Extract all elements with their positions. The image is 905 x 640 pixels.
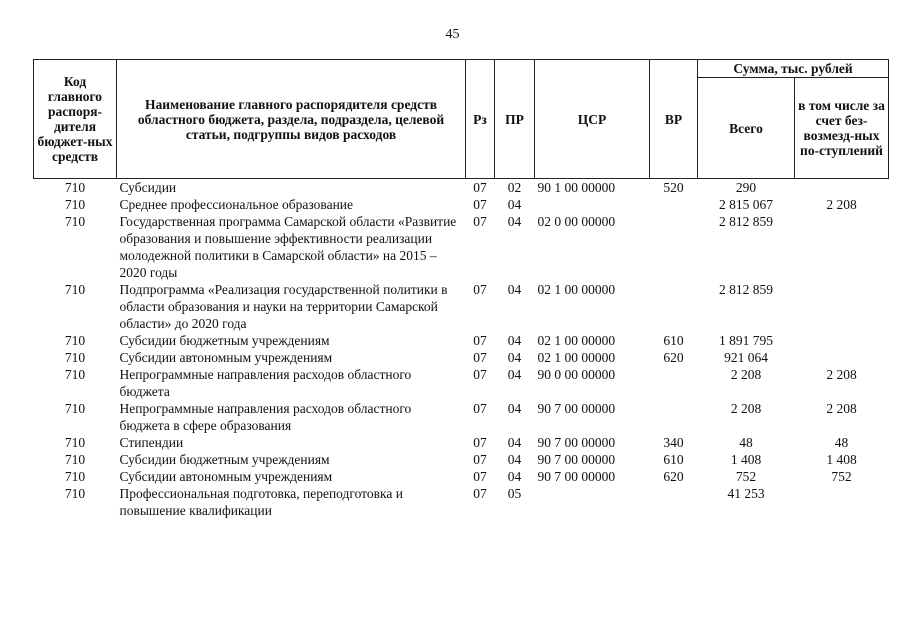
cell-total: 921 064	[724, 350, 768, 365]
cell-code: 710	[64, 401, 86, 416]
cell-rz: 07	[473, 452, 487, 467]
cell-vr	[650, 281, 698, 332]
cell-csr: 02 1 00 00000	[537, 350, 616, 365]
cell-name: Субсидии автономным учреждениям	[119, 350, 333, 365]
cell-pr: 04	[507, 401, 522, 416]
cell-rz: 07	[473, 214, 487, 229]
header-csr: ЦСР	[535, 60, 650, 179]
cell-pr: 04	[507, 350, 522, 365]
cell-name: Подпрограмма «Реализация государственной политики в области образования и науки на территории Самарской области» до 2020 года	[119, 282, 448, 331]
cell-pr: 04	[507, 452, 522, 467]
cell-rz: 07	[473, 401, 487, 416]
cell-csr: 02 1 00 00000	[537, 333, 616, 348]
cell-vr	[650, 196, 698, 213]
table-row	[34, 179, 889, 197]
cell-rz: 07	[473, 367, 487, 382]
cell-name: Субсидии бюджетным учреждениям	[119, 333, 330, 348]
header-name: Наименование главного распорядителя средств областного бюджета, раздела, подраздела, целевой статьи, подгруппы видов расходов	[117, 60, 466, 179]
cell-name: Стипендии	[119, 435, 184, 450]
cell-rz: 07	[473, 333, 487, 348]
cell-code: 710	[64, 452, 86, 467]
table-row	[34, 332, 889, 349]
table-row	[34, 366, 889, 400]
cell-csr: 90 0 00 00000	[537, 367, 616, 382]
cell-csr: 02 0 00 00000	[537, 214, 616, 229]
page-number: 45	[445, 27, 460, 42]
cell-total: 1 408	[730, 452, 762, 467]
cell-name: Субсидии бюджетным учреждениям	[119, 452, 330, 467]
table-row	[34, 468, 889, 485]
cell-vr	[650, 366, 698, 400]
cell-total: 41 253	[727, 486, 765, 501]
header-code: Код главного распоря-дителя бюджет-ных средств	[34, 60, 117, 179]
table-row	[34, 434, 889, 451]
cell-name: Среднее профессиональное образование	[119, 197, 354, 212]
cell-csr: 90 7 00 00000	[537, 452, 616, 467]
cell-vr: 610	[663, 333, 684, 348]
cell-rz: 07	[473, 282, 487, 297]
cell-rz: 07	[473, 180, 487, 195]
cell-rz: 07	[473, 486, 487, 501]
cell-free-receipts	[795, 485, 889, 519]
cell-code: 710	[64, 469, 86, 484]
table-body	[34, 179, 889, 520]
cell-vr: 620	[663, 350, 684, 365]
cell-vr: 340	[663, 435, 684, 450]
cell-free-receipts: 2 208	[826, 367, 857, 382]
cell-pr: 04	[507, 197, 522, 212]
cell-total: 2 208	[730, 401, 762, 416]
table-row	[34, 400, 889, 434]
cell-code: 710	[64, 435, 86, 450]
cell-csr: 90 7 00 00000	[537, 435, 616, 450]
cell-vr: 520	[663, 180, 684, 195]
cell-free-receipts: 2 208	[826, 197, 857, 212]
cell-vr: 610	[663, 452, 684, 467]
header-pr: ПР	[495, 60, 535, 179]
cell-free-receipts: 48	[834, 435, 849, 450]
cell-csr: 90 1 00 00000	[537, 180, 616, 195]
cell-free-receipts	[795, 281, 889, 332]
cell-csr: 02 1 00 00000	[537, 282, 616, 297]
cell-total: 1 891 795	[719, 333, 773, 348]
cell-vr	[650, 400, 698, 434]
cell-total: 752	[735, 469, 757, 484]
cell-pr: 04	[507, 435, 522, 450]
cell-csr: 90 7 00 00000	[537, 469, 616, 484]
cell-pr: 02	[507, 180, 522, 195]
cell-code: 710	[64, 214, 86, 229]
table-row	[34, 349, 889, 366]
cell-pr: 05	[507, 486, 522, 501]
cell-vr	[650, 485, 698, 519]
cell-rz: 07	[473, 469, 487, 484]
cell-pr: 04	[507, 214, 522, 229]
header-free-receipts: в том числе за счет без-возмезд-ных по-ступлений	[795, 78, 889, 179]
cell-name: Профессиональная подготовка, переподготовка и повышение квалификации	[119, 486, 403, 518]
cell-pr: 04	[507, 469, 522, 484]
cell-pr: 04	[507, 367, 522, 382]
budget-table	[33, 59, 889, 519]
header-vr: ВР	[650, 60, 698, 179]
table-row	[34, 485, 889, 519]
cell-name: Непрограммные направления расходов областного бюджета в сфере образования	[119, 401, 412, 433]
cell-rz: 07	[473, 197, 487, 212]
cell-name: Непрограммные направления расходов областного бюджета	[119, 367, 412, 399]
cell-code: 710	[64, 197, 86, 212]
header-sum: Сумма, тыс. рублей	[698, 60, 889, 78]
cell-code: 710	[64, 282, 86, 297]
cell-total: 48	[739, 435, 753, 450]
cell-vr	[650, 213, 698, 281]
cell-free-receipts	[795, 349, 889, 366]
cell-pr: 04	[507, 282, 522, 297]
cell-free-receipts: 2 208	[826, 401, 857, 416]
cell-total: 2 812 859	[719, 214, 773, 229]
cell-code: 710	[64, 367, 86, 382]
table-row	[34, 196, 889, 213]
table-row	[34, 451, 889, 468]
cell-total: 2 815 067	[719, 197, 773, 212]
cell-rz: 07	[473, 435, 487, 450]
cell-code: 710	[64, 333, 86, 348]
cell-csr	[535, 485, 650, 519]
cell-csr: 90 7 00 00000	[537, 401, 616, 416]
cell-vr: 620	[663, 469, 684, 484]
cell-rz: 07	[473, 350, 487, 365]
cell-free-receipts: 1 408	[826, 452, 857, 467]
header-total: Всего	[698, 78, 795, 179]
cell-total: 2 208	[730, 367, 762, 382]
cell-code: 710	[64, 486, 86, 501]
cell-total: 290	[735, 180, 757, 195]
cell-total: 2 812 859	[719, 282, 773, 297]
cell-name: Субсидии	[119, 180, 177, 195]
cell-free-receipts	[795, 213, 889, 281]
cell-csr	[535, 196, 650, 213]
header-rz: Рз	[466, 60, 495, 179]
table-row	[34, 213, 889, 281]
table-row	[34, 281, 889, 332]
cell-name: Субсидии автономным учреждениям	[119, 469, 333, 484]
cell-name: Государственная программа Самарской области «Развитие образования и повышение эффективности реализации молодежной политики в Самарской области» на 2015 – 2020 годы	[119, 214, 457, 280]
cell-free-receipts	[795, 179, 889, 197]
cell-pr: 04	[507, 333, 522, 348]
cell-free-receipts: 752	[831, 469, 852, 484]
cell-code: 710	[64, 180, 86, 195]
cell-code: 710	[64, 350, 86, 365]
cell-free-receipts	[795, 332, 889, 349]
table-header	[34, 60, 889, 179]
